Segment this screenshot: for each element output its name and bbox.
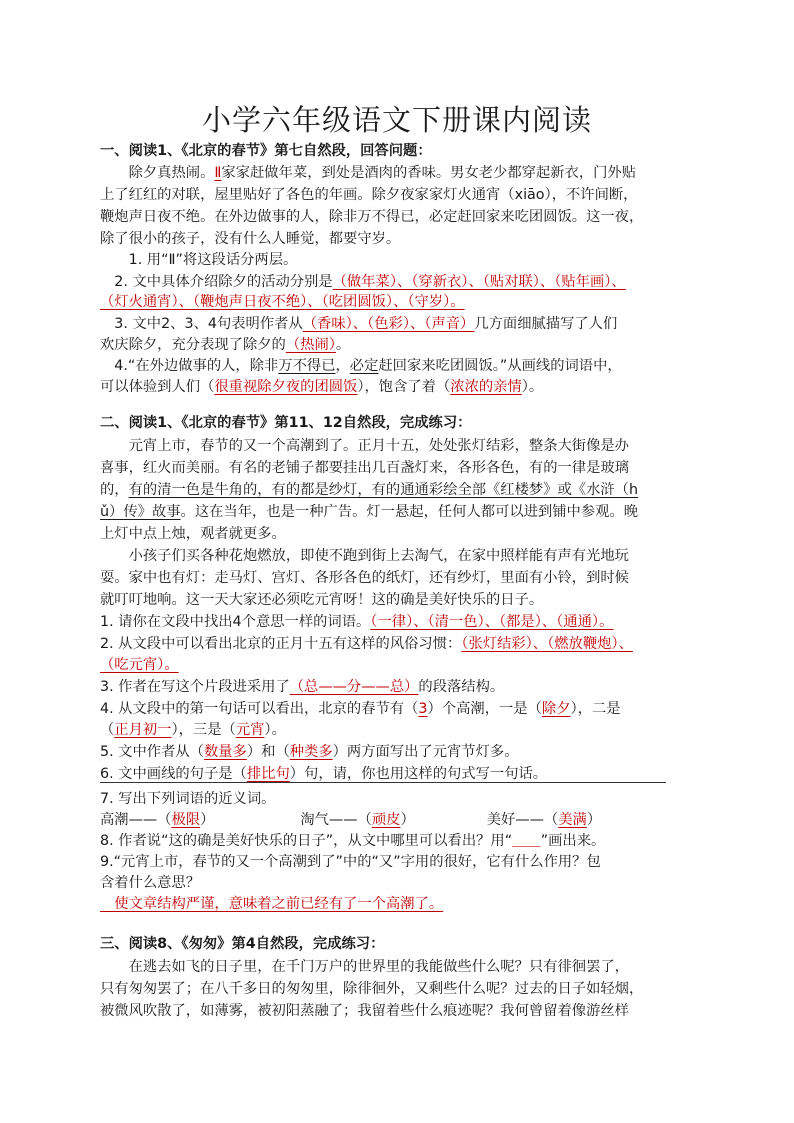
section-3-heading: 三、阅读8、《匆匆》第4自然段，完成练习： — [100, 936, 385, 952]
s2-passage-line: 的，有的清一色是牛角的，有的都是纱灯，有的通通彩绘全部《红楼梦》或《水浒（h — [100, 482, 639, 498]
s1-passage-line: 鞭炮声日夜不绝。在外边做事的人，除非万不得已，必定赶回家来吃团圆饭。这一夜， — [100, 209, 644, 225]
s1-question-4-cont: 可以体验到人们（很重视除夕夜的团圆饭），饱含了着（浓浓的亲情）。 — [100, 379, 544, 395]
s3-passage-line: 只有匆匆罢了；在八千多日的匆匆里，除徘徊外，又剩些什么呢？过去的日子如轻烟， — [100, 981, 644, 997]
answer: （热闹） — [285, 337, 336, 353]
s2-question-4: 4. 从文段中的第一句话可以看出，北京的春节有（3）个高潮，一是（除夕），二是 — [100, 701, 621, 717]
s2-passage-line: 小孩子们买各种花炮燃放，即使不跑到街上去淘气，在家中照样能有声有光地玩 — [100, 548, 629, 564]
s2-question-5: 5. 文中作者从（数量多）和（种类多）两方面写出了元宵节灯多。 — [100, 744, 519, 760]
answer: 浓浓的亲情 — [450, 379, 522, 395]
s2-question-7-words: 高潮——（极限） 淘气——（顽皮） 美好——（美满） — [100, 812, 602, 828]
s2-question-9-cont: 含着什么意思？ — [100, 875, 201, 891]
answer: （香味）、（色彩）、（声音） — [302, 316, 475, 332]
s1-question-2: 2. 文中具体介绍除夕的活动分别是（做年菜）、（穿新衣）、（贴对联）、（贴年画）、 — [100, 274, 626, 290]
s2-question-4-cont: （正月初一），三是（元宵）。 — [100, 722, 286, 738]
answer: 使文章结构严谨，意味着之前已经有了一个高潮了。 — [100, 896, 444, 912]
answer: 顽皮 — [371, 812, 401, 828]
answer: 很重视除夕夜的团圆饭 — [214, 379, 358, 395]
answer: 种类多 — [289, 744, 333, 760]
s2-passage-line: 元宵上市，春节的又一个高潮到了。正月十五，处处张灯结彩，整条大街像是办 — [100, 438, 629, 454]
s2-question-2: 2. 从文段中可以看出北京的正月十五有这样的风俗习惯：（张灯结彩）、（燃放鞭炮）、 — [100, 636, 633, 652]
s2-passage-line: 就叮叮地响。这一天大家还必须吃元宵呀！这的确是美好快乐的日子。 — [100, 592, 544, 608]
answer: 除夕 — [541, 701, 571, 717]
s3-passage-line: 在逃去如飞的日子里，在千门万户的世界里的我能做些什么呢？只有徘徊罢了， — [100, 959, 629, 975]
s2-question-8: 8. 作者说“这的确是美好快乐的日子”，从文中哪里可以看出？用“＿＿”画出来。 — [100, 833, 606, 849]
answer: 排比句 — [246, 766, 290, 782]
s1-question-3-cont: 欢庆除夕，充分表现了除夕的（热闹）。 — [100, 337, 351, 353]
answer: 数量多 — [203, 744, 247, 760]
s3-passage-line: 被微风吹散了，如薄雾，被初阳蒸融了；我留着些什么痕迹呢？我何曾留着像游丝样 — [100, 1003, 629, 1019]
s2-passage-line: 喜事，红火而美丽。有名的老铺子都要挂出几百盏灯来，各形各色，有的一律是玻璃 — [100, 460, 629, 476]
answer-line — [100, 782, 666, 783]
answer: （一律）、（清一色）、（都是）、（通通）。 — [370, 614, 614, 630]
answer: （总——分——总） — [289, 679, 419, 695]
answer: 3 — [418, 701, 428, 717]
s1-question-4: 4.“在外边做事的人，除非万不得已，必定赶回家来吃团圆饭。”从画线的词语中， — [100, 358, 622, 374]
answer: （张灯结彩）、（燃放鞭炮）、 — [461, 636, 633, 652]
s2-question-1: 1. 请你在文段中找出4个意思一样的词语。（一律）、（清一色）、（都是）、（通通）。 — [100, 614, 614, 630]
answer: （吃元宵）。 — [100, 657, 179, 673]
s2-passage-line: 上灯中点上烛，观者就更多。 — [100, 526, 286, 542]
s2-passage-line: ǔ）传》故事。这在当年，也是一种广告。灯一悬起，任何人都可以进到铺中参观。晚 — [100, 504, 639, 520]
s2-question-3: 3. 作者在写这个片段进采用了（总——分——总）的段落结构。 — [100, 679, 505, 695]
s1-passage-line: 除了很小的孩子，没有什么人睡觉，都要守岁。 — [100, 231, 401, 247]
s1-passage-line: 上了红红的对联，屋里贴好了各色的年画。除夕夜家家灯火通宵（xiāo），不许间断， — [100, 187, 638, 203]
answer: （灯火通宵）、（鞭炮声日夜不绝）、（吃团圆饭）、（守岁）。 — [100, 294, 465, 310]
s2-question-9-answer — [100, 894, 700, 914]
answer: 元宵 — [235, 722, 265, 738]
answer: 正月初一 — [114, 722, 172, 738]
s2-question-7: 7. 写出下列词语的近义词。 — [100, 791, 276, 807]
s1-question-1: 1. 用“Ⅱ”将这段话分两层。 — [100, 252, 298, 268]
answer: （做年菜）、（穿新衣）、（贴对联）、（贴年画）、 — [332, 274, 626, 290]
answer: 极限 — [171, 812, 201, 828]
s2-passage-line: 耍。家中也有灯：走马灯、宫灯、各形各色的纸灯，还有纱灯，里面有小铃，到时候 — [100, 570, 629, 586]
section-2-heading: 二、阅读1、《北京的春节》第11、12自然段，完成练习： — [100, 415, 472, 431]
s2-question-2-cont — [100, 655, 700, 675]
s1-question-3: 3. 文中2、3、4句表明作者从（香味）、（色彩）、（声音）几方面细腻描写了人们 — [100, 316, 618, 332]
s1-passage-line: 除夕真热闹。Ⅱ家家赶做年菜，到处是酒肉的香味。男女老少都穿起新衣，门外贴 — [100, 165, 637, 181]
s2-question-6: 6. 文中画线的句子是（排比句）句，请，你也用这样的句式写一句话。 — [100, 766, 548, 782]
s1-divider-mark: Ⅱ — [214, 165, 222, 181]
s1-question-2-cont — [100, 292, 700, 312]
section-1-heading: 一、阅读1、《北京的春节》第七自然段，回答问题： — [100, 143, 432, 159]
s2-question-9: 9.“元宵上市，春节的又一个高潮到了”中的“又”字用的很好，它有什么作用？包 — [100, 854, 601, 870]
page-title: 小学六年级语文下册课内阅读 — [201, 103, 592, 137]
answer: 美满 — [558, 812, 587, 828]
